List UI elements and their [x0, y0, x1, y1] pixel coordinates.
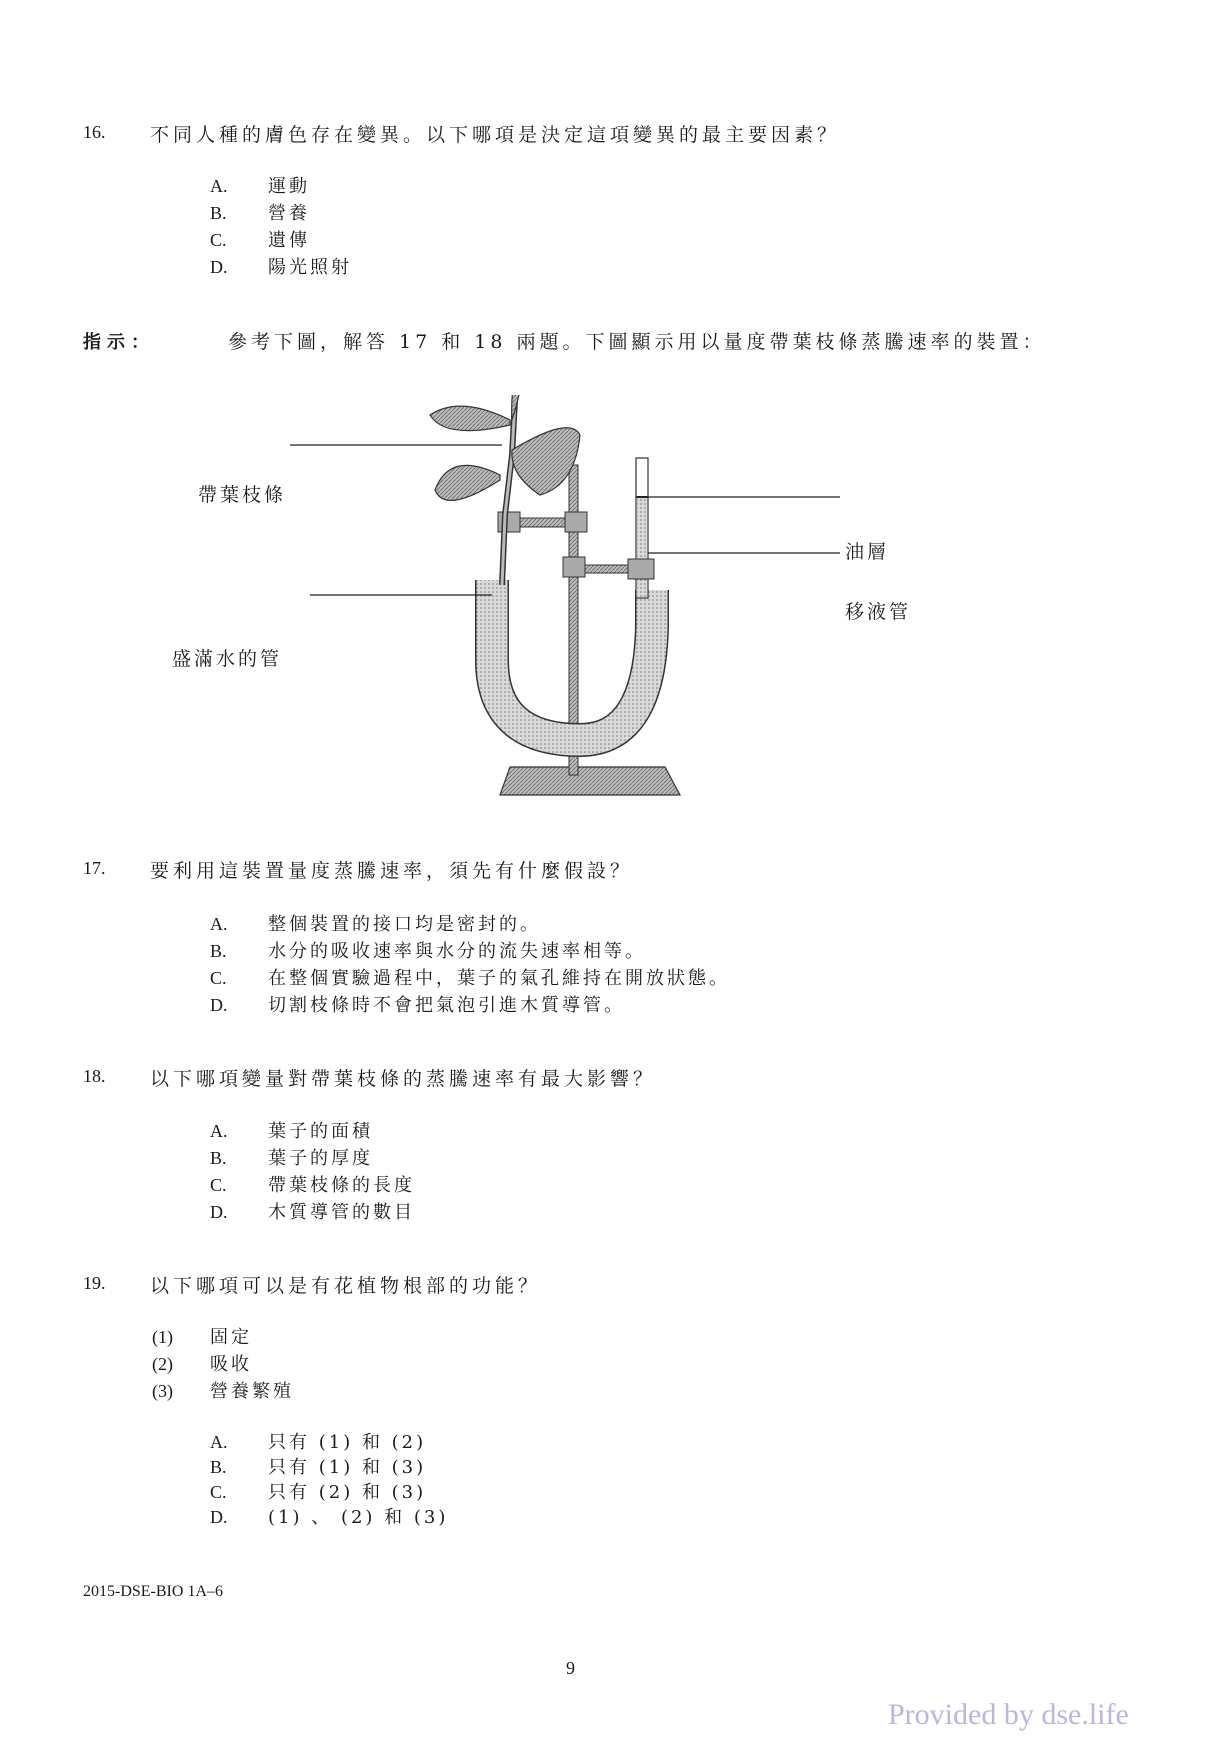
option-b[interactable]: [210, 1453, 426, 1479]
option-b[interactable]: [210, 199, 310, 225]
option-key: A.: [210, 1121, 228, 1141]
option-d[interactable]: [210, 1198, 415, 1224]
option-text: 運動: [268, 176, 310, 197]
option-b[interactable]: [210, 937, 646, 963]
option-d[interactable]: [210, 991, 625, 1017]
option-text: 葉子的厚度: [268, 1148, 373, 1169]
question-text: 不同人種的膚色存在變異。以下哪項是決定這項變異的最主要因素？: [150, 124, 841, 146]
option-c[interactable]: [210, 1171, 415, 1197]
apparatus-figure: [160, 395, 920, 815]
option-key: D.: [210, 1507, 228, 1527]
option-text: 營養: [268, 203, 310, 224]
option-key: C.: [210, 1482, 227, 1502]
question-text: 以下哪項可以是有花植物根部的功能？: [150, 1275, 542, 1297]
question-text: 以下哪項變量對帶葉枝條的蒸騰速率有最大影響？: [150, 1068, 657, 1090]
leaf-top: [430, 406, 510, 431]
option-key: D.: [210, 257, 228, 277]
option-key: B.: [210, 941, 227, 961]
option-key: D.: [210, 995, 228, 1015]
question-text: 要利用這裝置量度蒸騰速率，須先有什麼假設？: [150, 860, 634, 882]
page-number: 9: [566, 1658, 575, 1678]
statement-1: [152, 1323, 252, 1349]
option-c[interactable]: [210, 1478, 426, 1504]
label-pipette: 移液管: [845, 601, 912, 623]
option-text: 遺傳: [268, 230, 310, 251]
potometer-diagram: [160, 395, 920, 815]
stand-base: [500, 767, 680, 795]
statement-key: (1): [152, 1327, 173, 1347]
option-a[interactable]: [210, 1428, 426, 1454]
upper-clamp: [498, 512, 520, 532]
label-oil-layer: 油層: [845, 541, 890, 563]
question-number: 19.: [83, 1273, 106, 1293]
pipette-water: [637, 497, 647, 597]
option-text: (1) 、 (2) 和 (3): [268, 1507, 449, 1528]
statement-2: [152, 1350, 252, 1376]
statement-key: (3): [152, 1381, 173, 1401]
option-text: 只有 (1) 和 (2): [268, 1432, 427, 1453]
provided-by-watermark[interactable]: Provided by dse.life: [888, 1698, 1129, 1731]
option-b[interactable]: [210, 1144, 373, 1170]
question-number: 18.: [83, 1066, 106, 1086]
option-key: D.: [210, 1202, 228, 1222]
instruction-label: 指示：: [83, 332, 155, 353]
option-d[interactable]: [210, 253, 352, 279]
option-key: B.: [210, 203, 227, 223]
leaf-left: [435, 465, 500, 500]
option-text: 木質導管的數目: [268, 1202, 415, 1223]
option-d[interactable]: [210, 1503, 448, 1529]
option-a[interactable]: [210, 172, 310, 198]
option-text: 在整個實驗過程中，葉子的氣孔維持在開放狀態。: [268, 968, 730, 989]
option-text: 陽光照射: [268, 257, 352, 278]
option-key: A.: [210, 914, 228, 934]
paper-code: 2015-DSE-BIO 1A–6: [83, 1583, 223, 1600]
statement-key: (2): [152, 1354, 173, 1374]
option-key: C.: [210, 1175, 227, 1195]
label-leafy-shoot: 帶葉枝條: [198, 484, 287, 506]
option-text: 只有 (2) 和 (3): [268, 1482, 427, 1503]
question-number: 16.: [83, 122, 106, 142]
label-water-tube: 盛滿水的管: [172, 648, 283, 670]
statement-text: 吸收: [210, 1354, 252, 1375]
option-text: 葉子的面積: [268, 1121, 373, 1142]
statement-text: 營養繁殖: [210, 1381, 294, 1402]
option-key: C.: [210, 230, 227, 250]
question-number: 17.: [83, 858, 106, 878]
option-text: 水分的吸收速率與水分的流失速率相等。: [268, 941, 646, 962]
statement-3: [152, 1377, 294, 1403]
statement-text: 固定: [210, 1327, 252, 1348]
lower-clamp: [628, 559, 654, 579]
option-c[interactable]: [210, 226, 310, 252]
option-text: 整個裝置的接口均是密封的。: [268, 914, 541, 935]
option-a[interactable]: [210, 910, 541, 936]
option-key: C.: [210, 968, 227, 988]
option-key: A.: [210, 176, 228, 196]
option-key: B.: [210, 1457, 227, 1477]
option-text: 帶葉枝條的長度: [268, 1175, 415, 1196]
lower-boss-head: [563, 557, 585, 577]
option-text: 切割枝條時不會把氣泡引進木質導管。: [268, 995, 625, 1016]
option-text: 只有 (1) 和 (3): [268, 1457, 427, 1478]
option-key: A.: [210, 1432, 228, 1452]
instruction-text: 參考下圖，解答 17 和 18 兩題。下圖顯示用以量度帶葉枝條蒸騰速率的裝置：: [228, 331, 1046, 353]
upper-boss-head: [565, 512, 587, 532]
option-key: B.: [210, 1148, 227, 1168]
option-c[interactable]: [210, 964, 730, 990]
option-a[interactable]: [210, 1117, 373, 1143]
